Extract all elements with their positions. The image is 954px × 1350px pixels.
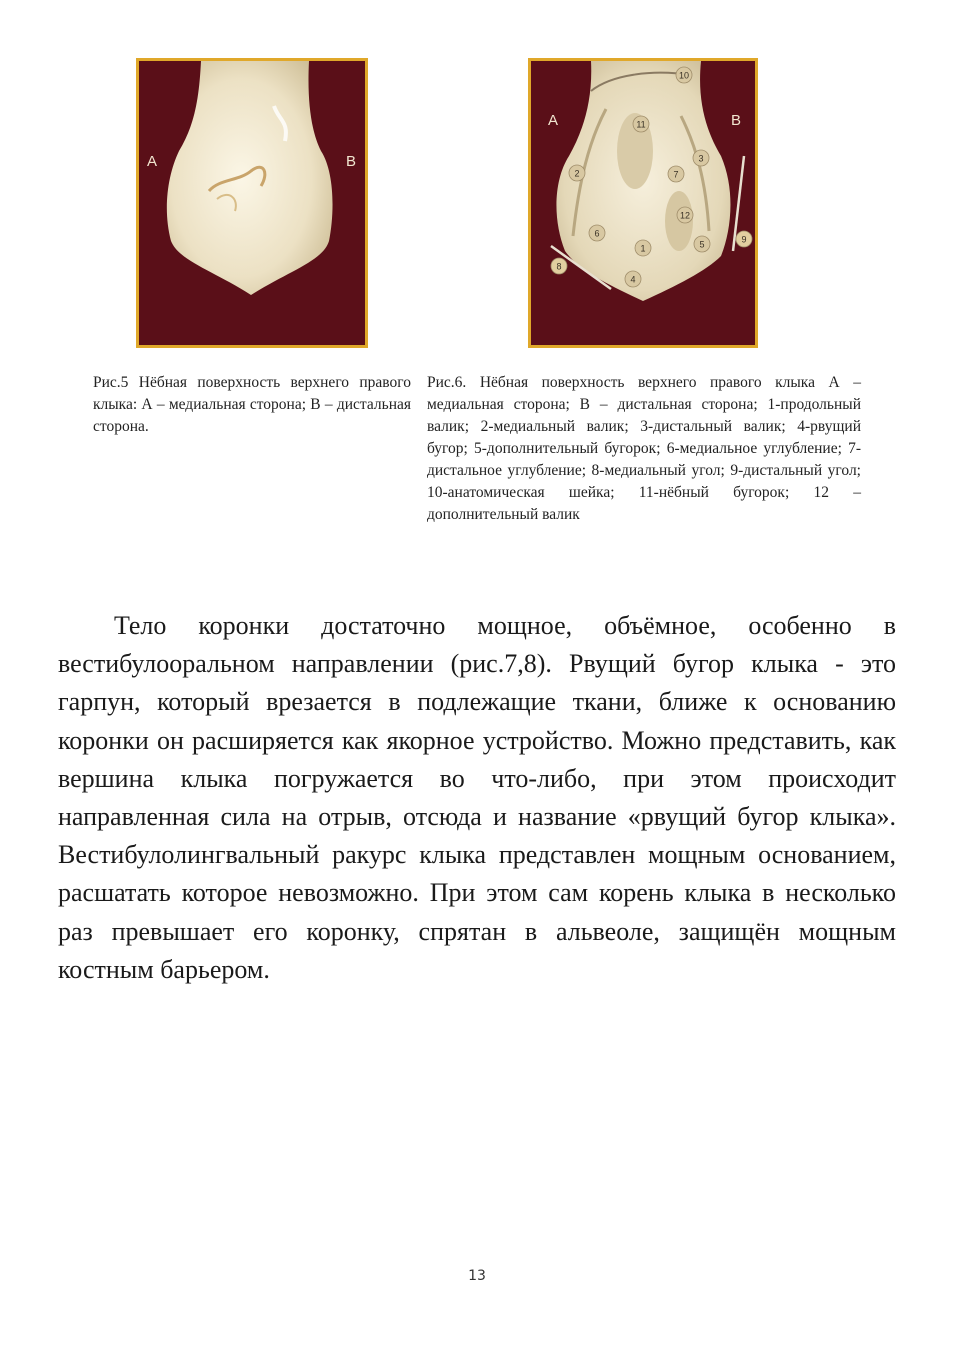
figure-5-image (136, 58, 368, 348)
svg-text:12: 12 (679, 210, 691, 221)
canine-palatal-photo-2 (531, 61, 755, 345)
figure-5-caption: Рис.5 Нёбная поверхность верхнего правого клыка: А – медиальная сторона; В – дистальная сторона. (93, 374, 411, 435)
svg-text:7: 7 (673, 169, 679, 180)
svg-text:5: 5 (699, 239, 705, 250)
svg-text:8: 8 (556, 261, 562, 272)
marker-4 (625, 271, 641, 287)
page-number: 13 (468, 1268, 486, 1284)
svg-text:4: 4 (630, 274, 636, 285)
svg-text:6: 6 (594, 228, 600, 239)
marker-11 (633, 116, 649, 132)
marker-3 (693, 150, 709, 166)
figure-6-image (528, 58, 758, 348)
svg-text:3: 3 (698, 153, 704, 164)
body-paragraph: Тело коронки достаточно мощное, объёмное, особенно в вестибулооральном направлении (рис.7,8). Рвущий бугор клыка - это гарпун, который врезается в подлежащие ткани, ближе к основанию коронки он расширяется как якорное устройство. Можно представить, как вершина клыка погружается во что-либо, при этом происходит направленная сила на отрыв, отсюда и название «рвущий бугор клыка». Вестибулолингвальный ракурс клыка представлен мощным основанием, расшатать которое невозможно. При этом сам корень клыка в несколько раз превышает его коронку, спрятан в альвеоле, защищён мощным костным барьером. (58, 611, 896, 984)
label-b: B (731, 112, 742, 129)
svg-text:11: 11 (636, 119, 646, 130)
marker-1 (635, 240, 651, 256)
marker-6 (589, 225, 605, 241)
figure-6-caption: Рис.6. Нёбная поверхность верхнего правого клыка А – медиальная сторона; В – дистальная сторона; 1-продольный валик; 2-медиальный валик; 3-дистальный валик; 4-рвущий бугор; 5-дополнительный бугорок; 6-медиальное углубление; 7-дистальное углубление; 8-медиальный угол; 9-дистальный угол; 10-анатомическая шейка; 11-нёбный бугорок; 12 – дополнительный валик (427, 374, 861, 523)
svg-text:9: 9 (741, 234, 747, 245)
marker-12 (677, 207, 693, 223)
svg-text:1: 1 (640, 243, 646, 254)
marker-2 (569, 165, 585, 181)
label-a: A (548, 112, 559, 129)
marker-5 (694, 236, 710, 252)
marker-10 (676, 67, 692, 83)
svg-text:2: 2 (574, 168, 580, 179)
label-a: A (147, 153, 158, 170)
marker-9 (736, 231, 752, 247)
svg-text:10: 10 (678, 70, 690, 81)
label-b: B (346, 153, 357, 170)
marker-7 (668, 166, 684, 182)
canine-palatal-photo-1 (139, 61, 365, 345)
marker-8 (551, 258, 567, 274)
